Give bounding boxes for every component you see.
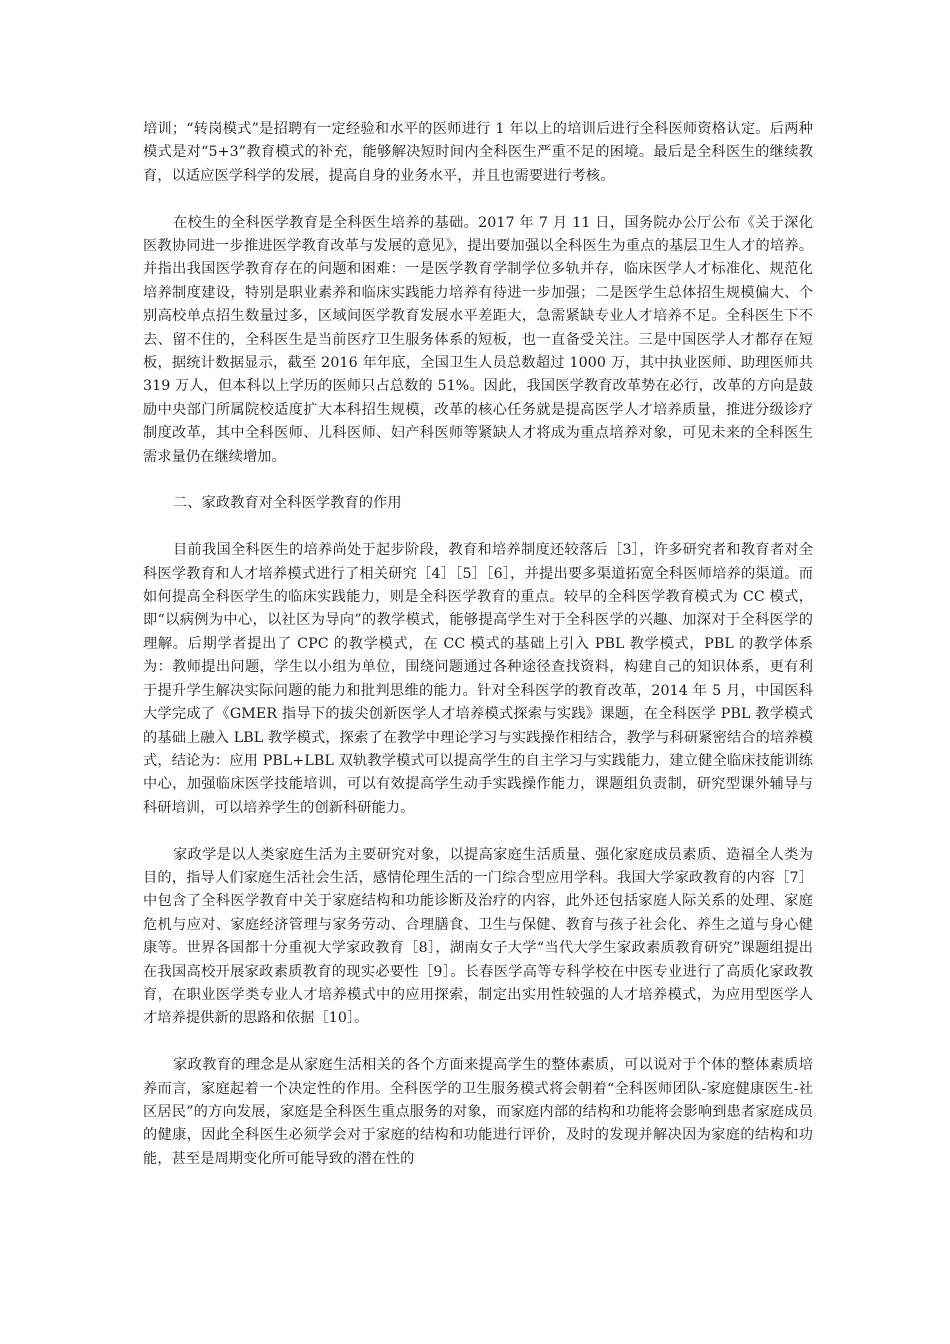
paragraph-home-economics-concept: 家政教育的理念是从家庭生活相关的各个方面来提高学生的整体素质，可以说对于个体的整体素质培养而言，家庭起着一个决定性的作用。全科医学的卫生服务模式将会朝着“全科医师团队-家庭健康医生-社区居民”的方向发展，家庭是全科医生重点服务的对象，而家庭内部的结构和功能将会影响到患者家庭成员的健康，因此全科医生必须学会对于家庭的结构和功能进行评价，及时的发现并解决因为家庭的结构和功能，甚至是周期变化所可能导致的潜在性的 xyxy=(143,1057,813,1167)
paragraph-current-status: 目前我国全科医生的培养尚处于起步阶段，教育和培养制度还较落后［3］，许多研究者和教育者对全科医学教育和人才培养模式进行了相关研究［4］［5］［6］，并提出要多渠道拓宽全科医师培养的渠道。而如何提高全科医学生的临床实践能力，则是全科医学教育的重点。较早的全科医学教育模式为 CC 模式，即“以病例为中心，以社区为导向”的教学模式，能够提高学生对于全科医学的兴趣、加深对于全科医学的理解。后期学者提出了 CPC 的教学模式，在 CC 模式的基础上引入 PBL 教学模式，PBL 的教学体系为：教师提出问题，学生以小组为单位，围绕问题通过各种途径查找资料，构建自己的知识体系，更有利于提升学生解决实际问题的能力和批判思维的能力。针对全科医学的教育改革，2014 年 5 月，中国医科大学完成了《GMER 指导下的拔尖创新医学人才培养模式探索与实践》课题，在全科医学 PBL 教学模式的基础上融入 LBL 教学模式，探索了在教学中理论学习与实践操作相结合，教学与科研紧密结合的培养模式，结论为：应用 PBL+LBL 双轨教学模式可以提高学生的自主学习与实践能力，建立健全临床技能训练中心，加强临床医学技能培训，可以有效提高学生动手实践操作能力，课题组负责制，研究型课外辅导与科研培训，可以培养学生的创新科研能力。 xyxy=(143,542,813,816)
section-heading: 二、家政教育对全科医学教育的作用 xyxy=(173,495,402,512)
paragraph-home-economics: 家政学是以人类家庭生活为主要研究对象，以提高家庭生活质量、强化家庭成员素质、造福全人类为目的，指导人们家庭生活社会生活，感情伦理生活的一门综合型应用学科。我国大学家政教育的内容［7］中包含了全科医学教育中关于家庭结构和功能诊断及治疗的内容，此外还包括家庭人际关系的处理、家庭危机与应对、家庭经济管理与家务劳动、合理膳食、卫生与保健、教育与孩子社会化、养生之道与身心健康等。世界各国都十分重视大学家政教育［8］，湖南女子大学“当代大学生家政素质教育研究”课题组提出在我国高校开展家政素质教育的现实必要性［9］。长春医学高等专科学校在中医专业进行了高质化家政教育，在职业医学类专业人才培养模式中的应用探索，制定出实用性较强的人才培养模式，为应用型医学人才培养提供新的思路和依据［10］。 xyxy=(143,846,813,1027)
paragraph-training-models: 培训；“转岗模式”是招聘有一定经验和水平的医师进行 1 年以上的培训后进行全科医师资格认定。后两种模式是对“5+3”教育模式的补充，能够解决短时间内全科医生严重不足的困境。最后是全科医生的继续教育，以适应医学科学的发展，提高自身的业务水平，并且也需要进行考核。 xyxy=(143,121,813,184)
paragraph-student-education: 在校生的全科医学教育是全科医生培养的基础。2017 年 7 月 11 日，国务院办公厅公布《关于深化医教协同进一步推进医学教育改革与发展的意见》，提出要加强以全科医生为重点的基层卫生人才的培养。并指出我国医学教育存在的问题和困难：一是医学教育学制学位多轨并存，临床医学人才标准化、规范化培养制度建设，特别是职业素养和临床实践能力培养有待进一步加强；二是医学生总体招生规模偏大、个别高校单点招生数量过多，区域间医学教育发展水平差距大，急需紧缺专业人才培养不足。全科医生下不去、留不住的，全科医生是当前医疗卫生服务体系的短板，也一直备受关注。三是中国医学人才都存在短板，据统计数据显示，截至 2016 年年底，全国卫生人员总数超过 1000 万，其中执业医师、助理医师共 319 万人，但本科以上学历的医师只占总数的 51%。因此，我国医学教育改革势在必行，改革的方向是鼓励中央部门所属院校适度扩大本科招生规模，改革的核心任务就是提高医学人才培养质量，推进分级诊疗制度改革，其中全科医师、儿科医师、妇产科医师等紧缺人才将成为重点培养对象，可见未来的全科医生需求量仍在继续增加。 xyxy=(143,214,813,465)
document-page xyxy=(143,118,813,1195)
